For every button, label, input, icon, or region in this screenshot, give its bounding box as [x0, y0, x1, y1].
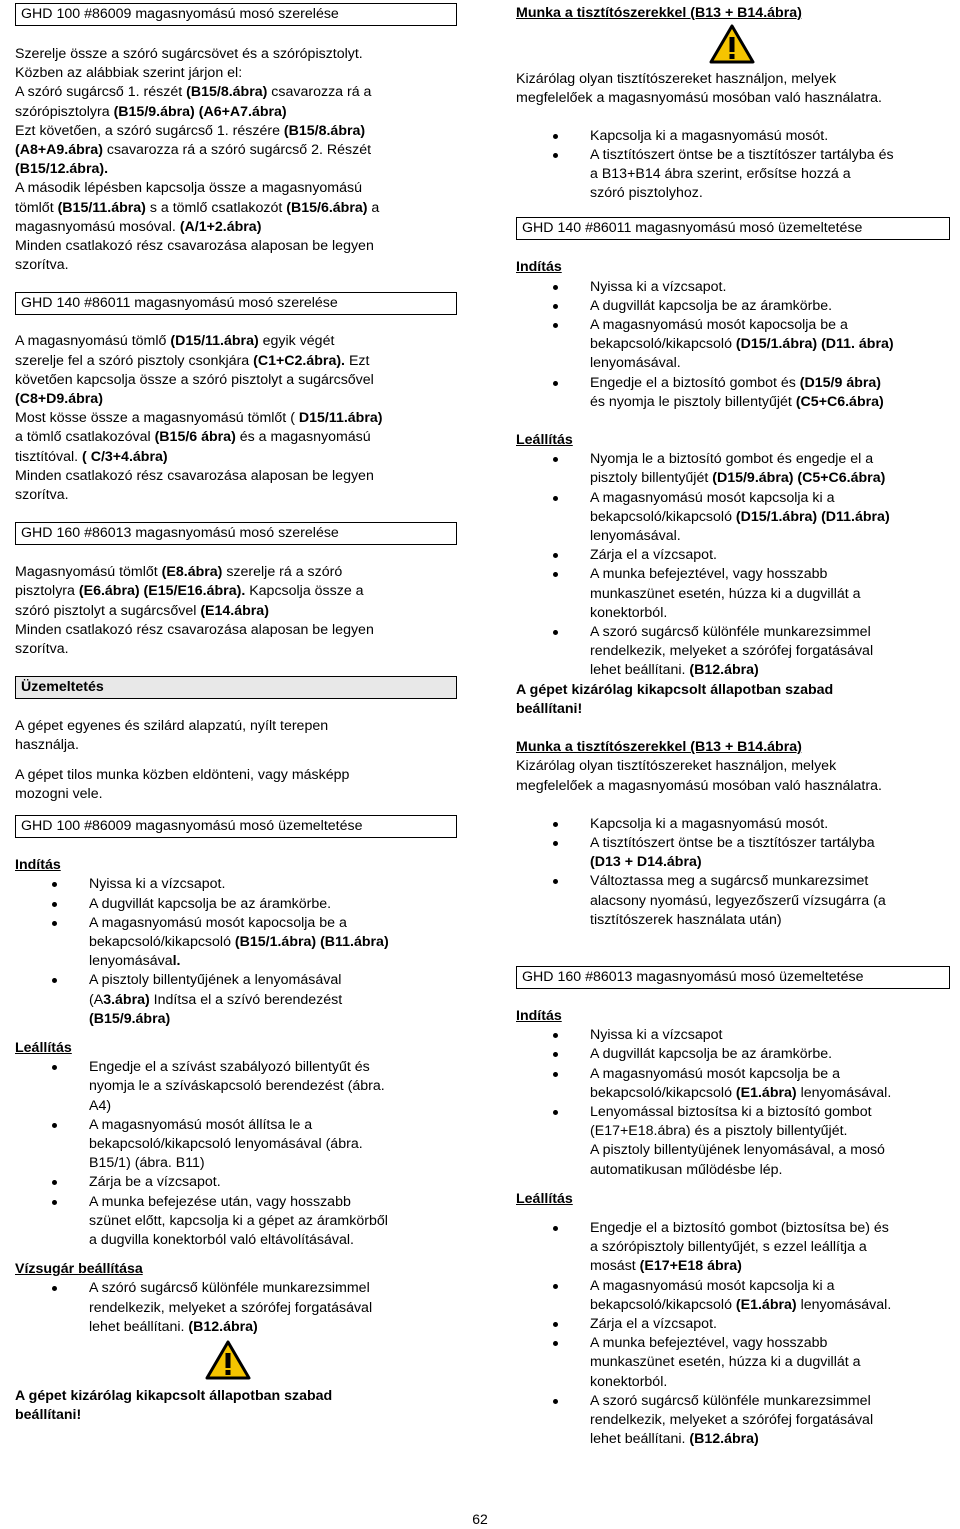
text-line: A magasnyomású mosót kapcsolja ki a [590, 489, 835, 506]
list-item [516, 316, 950, 374]
text-line: rendelkezik, melyeket a szórófej forgatásával [89, 1299, 373, 1316]
list-item [15, 971, 457, 1029]
text-line: a szórópisztoly billentyűjét, s ezzel leállítja a [590, 1239, 867, 1256]
list-item [15, 875, 457, 894]
text-line: Engedje el a biztosító gombot (biztosítsa be) és [590, 1219, 889, 1236]
text-line: A második lépésben kapcsolja össze a magasnyomású [15, 180, 362, 197]
list-item [516, 1103, 950, 1180]
text-line: Kizárólag olyan tisztítószereket használjon, melyek [516, 71, 837, 88]
text-line: Közben az alábbiak szerint járjon el: [15, 65, 243, 82]
text-line: pisztolyra (E6.ábra) (E15/E16.ábra). Kapcsolja össze a [15, 583, 364, 600]
text-line: A pisztoly billentyűjének a lenyomásával [89, 972, 342, 989]
detergent-text-1 [516, 70, 950, 108]
text-line: lehet beállítani. (B12.ábra) [590, 662, 759, 679]
text-line: szünet előtt, kapcsolja ki a gépet az áramkörből [89, 1212, 388, 1229]
text-line: rendelkezik, melyeket a szórófej forgatásával [590, 1411, 874, 1428]
right-column [516, 0, 950, 1449]
text-line: A dugvillát kapcsolja be az áramkörbe. [590, 297, 833, 314]
warning-text [15, 1387, 457, 1425]
text-line: Nyissa ki a vízcsapot. [590, 278, 727, 295]
list-item [516, 1334, 950, 1392]
text-line: lenyomásával. [590, 528, 681, 545]
stop-title-3: Leállítás [516, 1190, 573, 1207]
text-line: A magasnyomású mosót kapcsolja ki a [590, 1277, 835, 1294]
text-line: (D13 + D14.ábra) [590, 854, 702, 871]
detergent-title-1: Munka a tisztítószerekkel (B13 + B14.ábra) [516, 5, 802, 21]
list-item [15, 914, 457, 972]
text-line: A pisztoly billentyüjének lenyomásával, a mosó [590, 1142, 885, 1159]
warning-triangle-icon [204, 1339, 252, 1381]
list-item [15, 1173, 457, 1192]
list-item [15, 1279, 457, 1337]
text-line: A szoró sugárcső különféle munkarezsimmel [590, 1392, 871, 1409]
text-line: B15/1) (ábra. B11) [89, 1155, 205, 1172]
text-line: tisztítószerek használata után) [590, 911, 782, 928]
text-line: A gépet egyenes és szilárd alapzatú, nyílt terepen [15, 718, 329, 735]
text-line: szorítva. [15, 257, 69, 274]
text-line: lenyomásával. [89, 953, 181, 970]
start-title-2: Indítás [516, 259, 562, 276]
text-line: A szóró sugárcső különféle munkarezsimmel [89, 1280, 370, 1297]
text-line: a dugvilla konektorból való eltávolításával. [89, 1231, 354, 1248]
section-heading-ghd140-operation: GHD 140 #86011 magasnyomású mosó üzemeltetése [516, 217, 950, 240]
list-item [516, 374, 950, 412]
list-item [516, 1026, 950, 1045]
detergent-title-2: Munka a tisztítószerekkel (B13 + B14.ábra) [516, 739, 802, 756]
text-line: tömlőt (B15/11.ábra) s a tömlő csatlakozót (B15/6.ábra) a [15, 199, 380, 216]
text-line: szóró pisztolyt a sugárcsővel (E14.ábra) [15, 602, 269, 619]
jet-adjust-title: Vízsugár beállítása [15, 1261, 143, 1278]
text-line: a tömlő csatlakozóval (B15/6 ábra) és a magasnyomású [15, 429, 371, 446]
text-line: szorítva. [15, 487, 69, 504]
operation-text-2 [15, 766, 457, 804]
list-item [516, 1277, 950, 1315]
list-item [15, 895, 457, 914]
text-line: Most kösse össze a magasnyomású tömlőt ( D15/11.ábra) [15, 410, 383, 427]
text-line: (E17+E18.ábra) és a pisztoly billentyűjét. [590, 1123, 848, 1140]
text-line: (C8+D9.ábra) [15, 391, 103, 408]
list-item [516, 489, 950, 547]
text-line: szóró pisztolyhoz. [590, 185, 703, 202]
stop-list-2 [516, 450, 950, 680]
text-line: lenyomásával. [590, 355, 681, 372]
list-item [516, 1315, 950, 1334]
text-line: A magasnyomású mosót kapcsolja be a [590, 1065, 840, 1082]
text-line: pisztoly billentyűjét (D15/9.ábra) (C5+C6.ábra) [590, 470, 886, 487]
stop-title-2: Leállítás [516, 432, 573, 449]
section-heading-ghd160-operation: GHD 160 #86013 magasnyomású mosó üzemeltetése [516, 966, 950, 989]
operation-text-1 [15, 717, 457, 755]
left-column [15, 0, 457, 1425]
text-line: Magasnyomású tömlőt (E8.ábra) szerelje rá a szóró [15, 564, 343, 581]
text-line: A magasnyomású tömlő (D15/11.ábra) egyik végét [15, 333, 335, 350]
text-line: használja. [15, 737, 79, 754]
text-line: (B15/9.ábra) [89, 1010, 171, 1027]
text-line: A gépet kizárólag kikapcsolt állapotban szabad [15, 1387, 333, 1404]
text-line: és nyomja le pisztoly billentyűjét (C5+C6.ábra) [590, 393, 884, 410]
text-line: Nyissa ki a vízcsapot. [89, 876, 226, 893]
list-item [516, 1219, 950, 1277]
detergent-text-2 [516, 757, 950, 795]
stop-list-3 [516, 1219, 950, 1449]
text-line: lehet beállítani. (B12.ábra) [89, 1318, 258, 1335]
text-line: követően kapcsolja össze a szóró pisztolyt a sugárcsővel [15, 371, 374, 388]
start-list-2 [516, 278, 950, 412]
text-line: alacsony nyomású, legyezőszerű vízsugárra (a [590, 892, 886, 909]
text-line: Kapcsolja ki a magasnyomású mosót. [590, 127, 829, 144]
text-line: bekapcsoló/kikapcsoló (E1.ábra) lenyomásával. [590, 1296, 892, 1313]
text-line: A dugvillát kapcsolja be az áramkörbe. [590, 1046, 833, 1063]
start-list [15, 875, 457, 1029]
text-line: Nyomja le a biztosító gombot és engedje el a [590, 451, 874, 468]
text-line: (A8+A9.ábra) csavarozza rá a szóró sugárcső 2. Részét [15, 142, 372, 159]
list-item [516, 872, 950, 930]
list-item [516, 834, 950, 872]
text-line: beállítani! [516, 700, 583, 717]
text-line: A gépet kizárólag kikapcsolt állapotban szabad [516, 681, 834, 698]
text-line: A tisztítószert öntse be a tisztítószer tartályba és [590, 146, 894, 163]
section-heading-ghd140-assembly: GHD 140 #86011 magasnyomású mosó szerelése [15, 292, 457, 315]
text-line: Zárja el a vízcsapot. [590, 547, 717, 564]
list-item [516, 278, 950, 297]
text-line: bekapcsoló/kikapcsoló (D15/1.ábra) (D11. ábra) [590, 336, 894, 353]
section-heading-operation: Üzemeltetés [15, 676, 457, 699]
text-line: szerelje fel a szóró pisztoly csonkjára (C1+C2.ábra). Ezt [15, 352, 370, 369]
list-item [516, 565, 950, 623]
list-item [516, 623, 950, 681]
text-line: A magasnyomású mosót kapocsolja be a [590, 317, 848, 334]
text-line: megfelelőek a magasnyomású mosóban való használatra. [516, 90, 882, 107]
text-line: A munka befejezése után, vagy hosszabb [89, 1193, 351, 1210]
ghd160-assembly-text [15, 563, 457, 659]
list-item [516, 546, 950, 565]
text-line: A munka befejeztével, vagy hosszabb [590, 1335, 828, 1352]
jet-adjust-list [15, 1279, 457, 1337]
page-number: 62 [472, 1511, 488, 1527]
text-line: Nyissa ki a vízcsapot [590, 1027, 723, 1044]
list-item [15, 1193, 457, 1251]
text-line: A dugvillát kapcsolja be az áramkörbe. [89, 895, 332, 912]
text-line: Engedje el a szívást szabályozó billentyűt és [89, 1059, 370, 1076]
list-item [516, 1065, 950, 1103]
text-line: rendelkezik, melyeket a szórófej forgatásával [590, 643, 874, 660]
text-line: tisztítóval. ( C/3+4.ábra) [15, 448, 168, 465]
text-line: munkaszünet esetén, húzza ki a dugvillát a [590, 1354, 861, 1371]
text-line: szorítva. [15, 641, 69, 658]
text-line: Zárja el a vízcsapot. [590, 1315, 717, 1332]
text-line: magasnyomású mosóval. (A/1+2.ábra) [15, 218, 262, 235]
text-line: szórópisztolyra (B15/9.ábra) (A6+A7.ábra) [15, 103, 287, 120]
detergent-list-2 [516, 815, 950, 930]
text-line: Lenyomással biztosítsa ki a biztosító gombot [590, 1103, 872, 1120]
start-list-3 [516, 1026, 950, 1180]
text-line: bekapcsoló/kikapcsoló (B15/1.ábra) (B11.ábra) [89, 933, 389, 950]
section-heading-ghd100-operation: GHD 100 #86009 magasnyomású mosó üzemeltetése [15, 815, 457, 838]
stop-title: Leállítás [15, 1039, 72, 1056]
text-line: Kapcsolja ki a magasnyomású mosót. [590, 815, 829, 832]
text-line: munkaszünet esetén, húzza ki a dugvillát a [590, 585, 861, 602]
text-line: Minden csatlakozó rész csavarozása alaposan be legyen [15, 467, 374, 484]
list-item [516, 127, 950, 146]
text-line: Ezt követően, a szóró sugárcső 1. részére (B15/8.ábra) [15, 122, 366, 139]
section-heading-ghd100-assembly: GHD 100 #86009 magasnyomású mosó szerelése [15, 3, 457, 26]
text-line: A magasnyomású mosót kapocsolja be a [89, 914, 347, 931]
text-line: mosást (E17+E18 ábra) [590, 1258, 742, 1275]
text-line: megfelelőek a magasnyomású mosóban való használatra. [516, 777, 882, 794]
text-line: A munka befejeztével, vagy hosszabb [590, 566, 828, 583]
text-line: Minden csatlakozó rész csavarozása alaposan be legyen [15, 621, 374, 638]
detergent-list-1 [516, 127, 950, 204]
text-line: Szerelje össze a szóró sugárcsövet és a szórópisztolyt. [15, 46, 363, 62]
ghd140-assembly-text [15, 332, 457, 505]
text-line: (B15/12.ábra). [15, 161, 109, 178]
warning-text-2 [516, 681, 950, 719]
text-line: bekapcsoló/kikapcsoló (D15/1.ábra) (D11.ábra) [590, 508, 890, 525]
start-title: Indítás [15, 857, 61, 874]
text-line: konektorból. [590, 1373, 668, 1390]
text-line: Minden csatlakozó rész csavarozása alaposan be legyen [15, 238, 374, 255]
text-line: A4) [89, 1097, 112, 1114]
stop-list [15, 1058, 457, 1250]
text-line: nyomja le a szíváskapcsoló berendezést (ábra. [89, 1078, 385, 1095]
list-item [516, 297, 950, 316]
list-item [516, 815, 950, 834]
text-line: A tisztítószert öntse be a tisztítószer tartályba [590, 834, 875, 851]
text-line: (A3.ábra) Indítsa el a szívó berendezést [89, 991, 343, 1008]
text-line: Változtassa meg a sugárcső munkarezsimet [590, 873, 869, 890]
list-item [516, 146, 950, 204]
start-title-3: Indítás [516, 1007, 562, 1024]
list-item [15, 1116, 457, 1174]
text-line: bekapcsoló/kikapcsoló lenyomásával (ábra. [89, 1135, 363, 1152]
text-line: A szoró sugárcső különféle munkarezsimmel [590, 624, 871, 641]
text-line: automatikusan műlödésbe lép. [590, 1161, 783, 1178]
text-line: konektorból. [590, 604, 668, 621]
warning-triangle-icon [708, 23, 756, 65]
text-line: lehet beállítani. (B12.ábra) [590, 1431, 759, 1448]
list-item [516, 450, 950, 488]
text-line: Engedje el a biztosító gombot és (D15/9 ábra) [590, 374, 882, 391]
ghd100-assembly-text [15, 45, 457, 275]
text-line: Kizárólag olyan tisztítószereket használjon, melyek [516, 758, 837, 775]
text-line: mozogni vele. [15, 785, 103, 802]
text-line: A szóró sugárcső 1. részét (B15/8.ábra) csavarozza rá a [15, 84, 372, 101]
text-line: Zárja be a vízcsapot. [89, 1174, 221, 1191]
text-line: bekapcsoló/kikapcsoló (E1.ábra) lenyomásával. [590, 1084, 892, 1101]
text-line: a B13+B14 ábra szerint, erősítse hozzá a [590, 166, 851, 183]
list-item [516, 1045, 950, 1064]
section-heading-ghd160-assembly: GHD 160 #86013 magasnyomású mosó szerelése [15, 522, 457, 545]
list-item [15, 1058, 457, 1116]
text-line: beállítani! [15, 1407, 82, 1424]
list-item [516, 1392, 950, 1450]
text-line: A magasnyomású mosót állítsa le a [89, 1116, 313, 1133]
text-line: A gépet tilos munka közben eldönteni, vagy másképp [15, 766, 350, 783]
